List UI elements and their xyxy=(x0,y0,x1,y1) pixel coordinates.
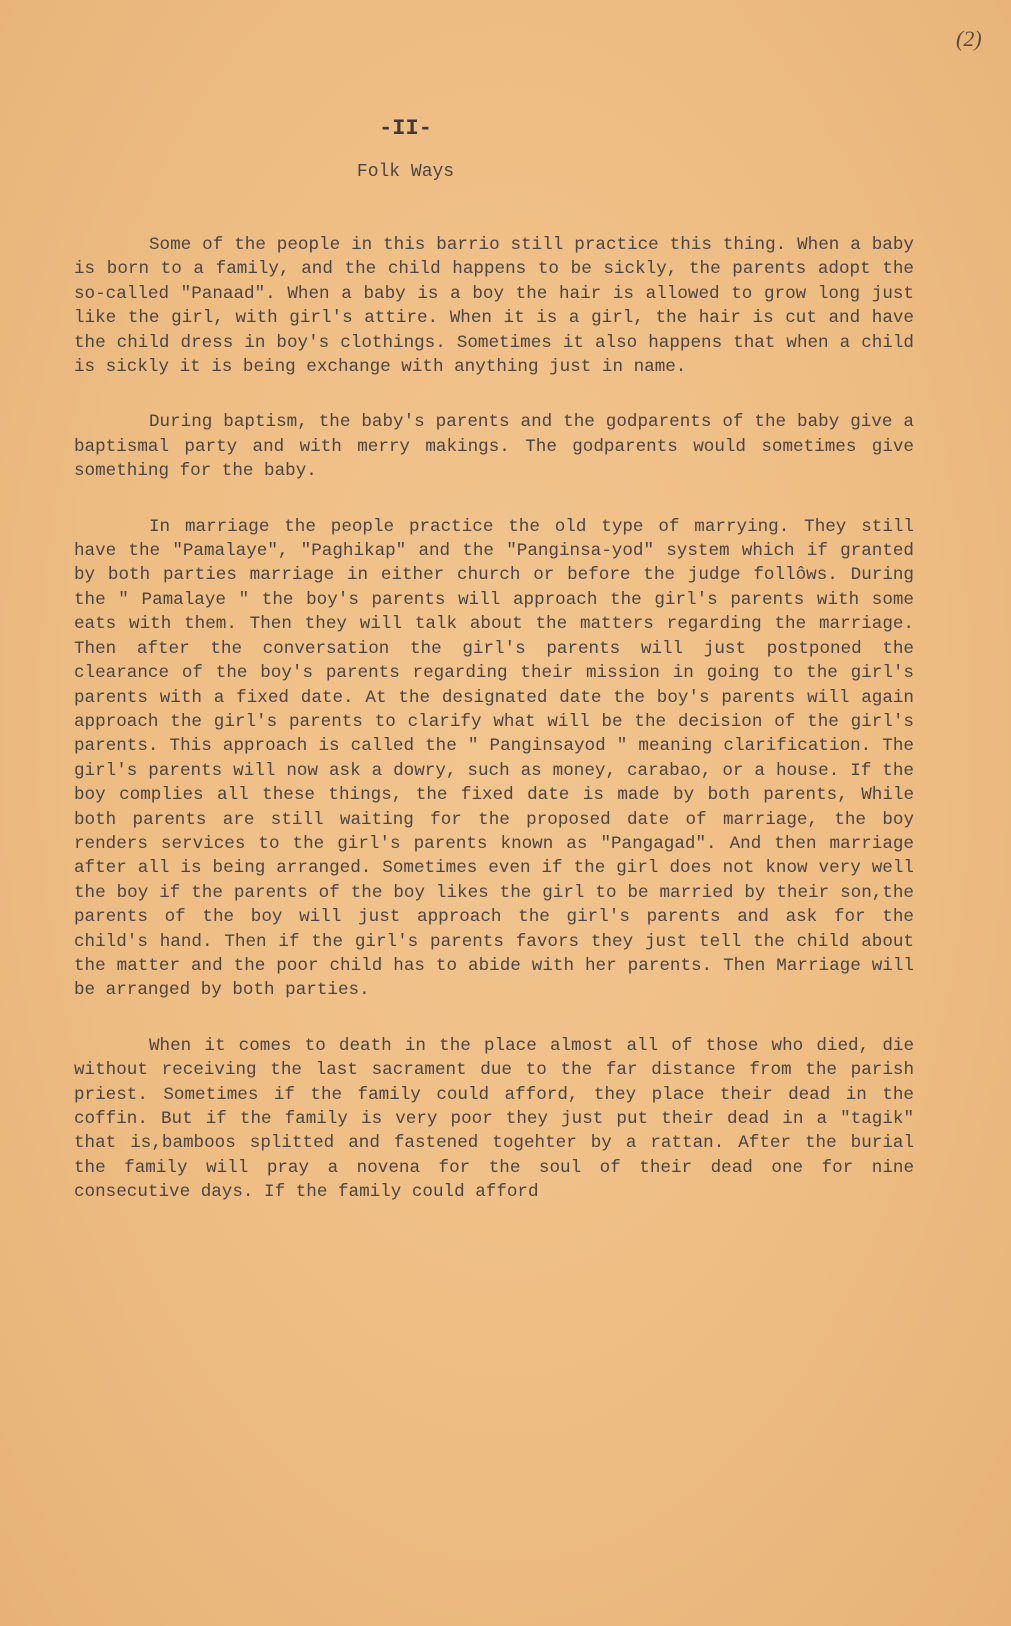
section-number: -II- xyxy=(379,116,432,141)
paragraph-death: When it comes to death in the place almost all of those who died, die without receiving the last sacrament due to the far distance from the parish priest. Sometimes if the family could afford, they place their dead in the coffin. But if the family is very poor they just put their dead in a "tagik" that is,bamboos splitted and fastened togehter by a rattan. After the burial the family will pray a novena for the soul of their dead one for nine consecutive days. If the family could afford xyxy=(74,1035,914,1203)
page-number: (2) xyxy=(956,26,982,51)
paragraph-customs: Some of the people in this barrio still practice this thing. When a baby is born to a family, and the child happens to be sickly, the parents adopt the so-called "Panaad". When a baby is a boy the hair is allowed to grow long just like the girl, with girl's attire. When it is a girl, the hair is cut and have the child dress in boy's clothings. Sometimes it also happens that when a child is sickly it is being exchange with anything just in name. xyxy=(74,235,914,378)
paragraph-marriage: In marriage the people practice the old type of marrying. They still have the "Pamalaye", "Paghikap" and the "Panginsa-yod" system which if granted by both parties marriage in either church or before the judge follôws. During the " Pamalaye " the boy's parents will approach the girl's parents with some eats with them. Then they will talk about the matters regarding the marriage. Then after the conversation the girl's parents will just postponed the clearance of the boy's parents regarding their mission in going to the girl's parents with a fixed date. At the designated date the boy's parents will again approach the girl's parents to clarify what will be the decision of the girl's parents. This approach is called the " Panginsayod " meaning clarification. The girl's parents will now ask a dowry, such as money, carabao, or a house. If the boy complies all these things, the fixed date is made by both parents, While both parents are still waiting for the proposed date of marriage, the boy renders services to the girl's parents known as "Pangagad". And then marriage after all is being arranged. Sometimes even if the girl does not know very well the boy if the parents of the boy likes the girl to be married by their son,the parents of the boy will just approach the girl's parents and ask for the child's hand. Then if the girl's parents favors they just tell the child about the matter and the poor child has to abide with her parents. Then Marriage will be arranged by both parties. xyxy=(74,516,914,1001)
body-text xyxy=(74,233,914,1236)
paragraph-baptism: During baptism, the baby's parents and the godparents of the baby give a baptismal party and with merry makings. The godparents would sometimes give something for the baby. xyxy=(74,412,914,482)
section-title: Folk Ways xyxy=(356,162,455,182)
